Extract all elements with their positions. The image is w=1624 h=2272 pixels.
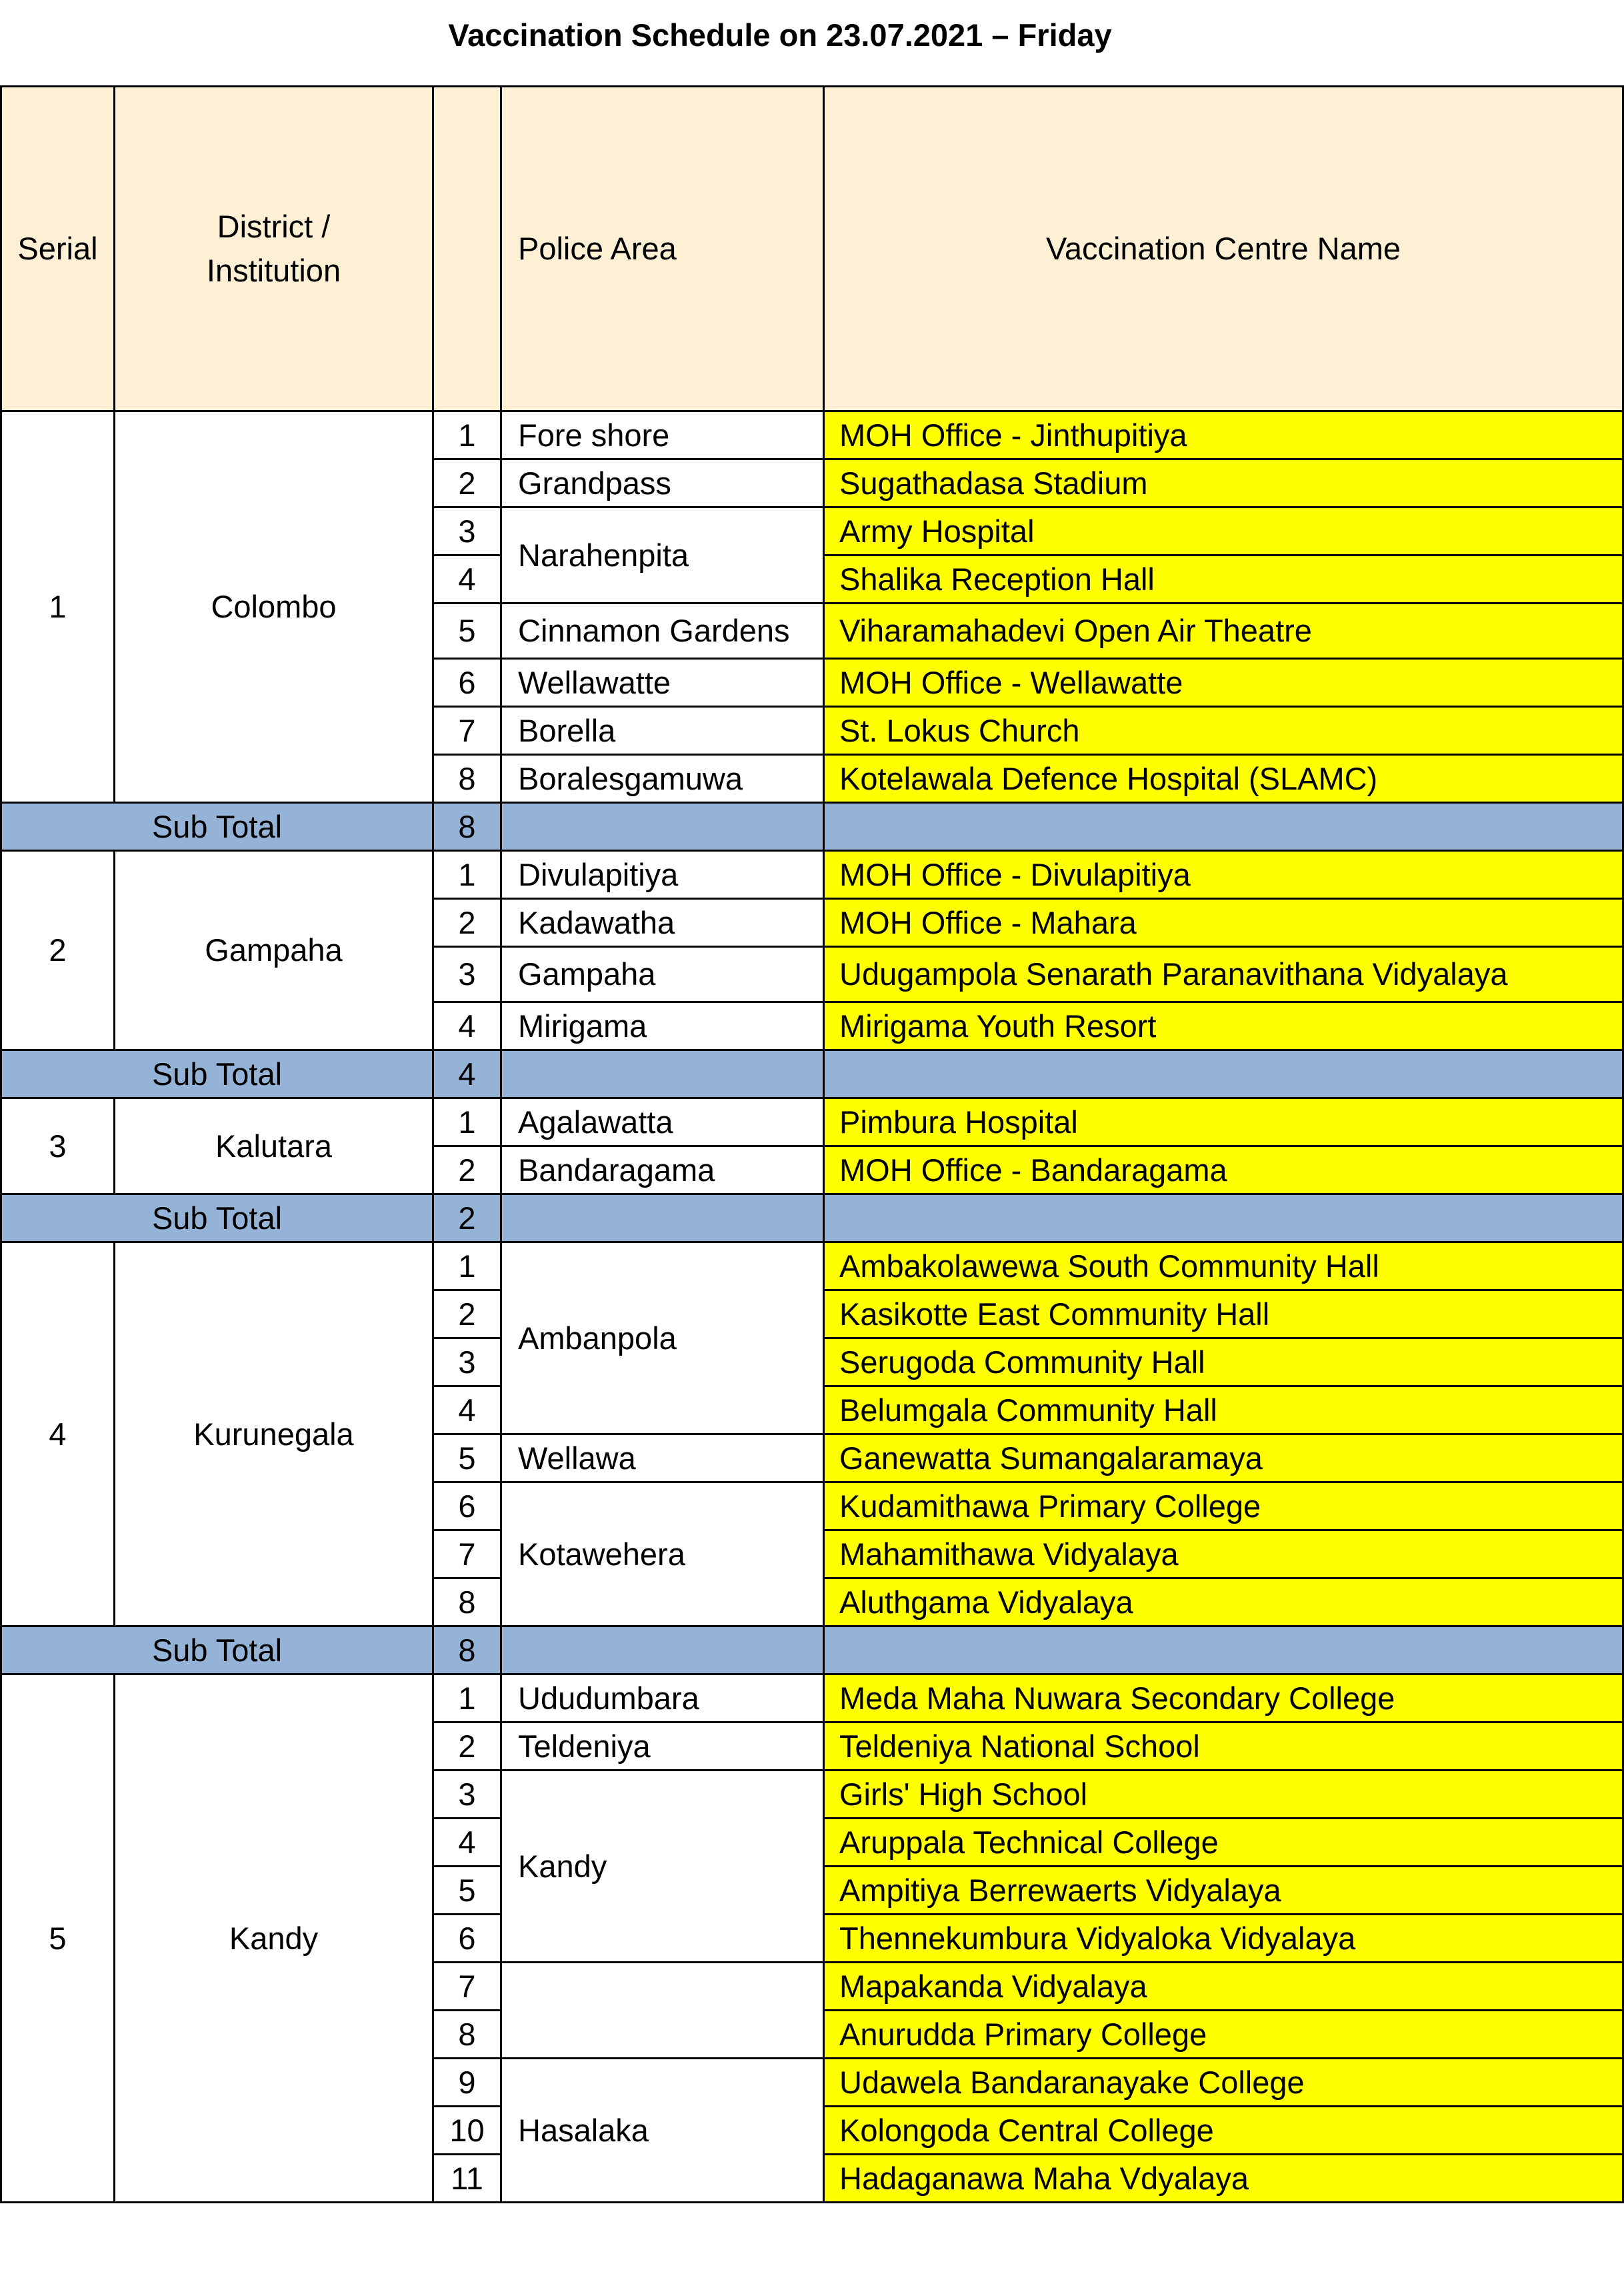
row-number: 8 [433, 2011, 501, 2059]
centre-cell: MOH Office - Bandaragama [824, 1146, 1623, 1194]
centre-cell: Pimbura Hospital [824, 1098, 1623, 1146]
centre-cell: Anurudda Primary College [824, 2011, 1623, 2059]
row-number: 4 [433, 1386, 501, 1434]
subtotal-value: 4 [433, 1050, 501, 1098]
table-row [1, 1098, 1623, 1146]
subtotal-row [1, 1050, 1623, 1098]
police-area-cell: Ududumbara [501, 1674, 824, 1723]
police-area-cell [501, 1963, 824, 2059]
row-number: 3 [433, 1338, 501, 1386]
row-number: 6 [433, 1482, 501, 1530]
row-number: 9 [433, 2059, 501, 2107]
subtotal-label: Sub Total [1, 1050, 433, 1098]
row-number: 2 [433, 459, 501, 507]
row-number: 6 [433, 1915, 501, 1963]
police-area-cell: Narahenpita [501, 507, 824, 604]
row-number: 10 [433, 2107, 501, 2155]
page-title: Vaccination Schedule on 23.07.2021 – Friday [448, 17, 1112, 53]
centre-cell: Teldeniya National School [824, 1723, 1623, 1771]
row-number: 3 [433, 507, 501, 555]
police-area-cell: Mirigama [501, 1002, 824, 1050]
row-number: 6 [433, 659, 501, 707]
district-cell: Kandy [115, 1674, 433, 2203]
table-row [1, 1674, 1623, 1723]
centre-cell: Thennekumbura Vidyaloka Vidyalaya [824, 1915, 1623, 1963]
centre-cell: Mirigama Youth Resort [824, 1002, 1623, 1050]
subtotal-blank [501, 1050, 824, 1098]
header-row [1, 87, 1623, 411]
subtotal-value: 8 [433, 1626, 501, 1674]
row-number: 1 [433, 411, 501, 459]
header-serial: Serial [1, 87, 115, 411]
police-area-cell: Teldeniya [501, 1723, 824, 1771]
police-area-cell: Borella [501, 707, 824, 755]
header-number [433, 87, 501, 411]
row-number: 1 [433, 1098, 501, 1146]
centre-cell: Kudamithawa Primary College [824, 1482, 1623, 1530]
subtotal-value: 2 [433, 1194, 501, 1242]
row-number: 2 [433, 899, 501, 947]
row-number: 7 [433, 707, 501, 755]
centre-cell: Shalika Reception Hall [824, 555, 1623, 604]
row-number: 1 [433, 1674, 501, 1723]
police-area-cell: Kandy [501, 1771, 824, 1963]
district-cell: Colombo [115, 411, 433, 803]
centre-cell: Kasikotte East Community Hall [824, 1290, 1623, 1338]
header-centre-name: Vaccination Centre Name [824, 87, 1623, 411]
subtotal-label: Sub Total [1, 1626, 433, 1674]
header-police-area: Police Area [501, 87, 824, 411]
row-number: 2 [433, 1723, 501, 1771]
subtotal-blank [501, 803, 824, 851]
row-number: 2 [433, 1290, 501, 1338]
centre-cell: Mapakanda Vidyalaya [824, 1963, 1623, 2011]
district-cell: Kurunegala [115, 1242, 433, 1626]
police-area-cell: Boralesgamuwa [501, 755, 824, 803]
centre-cell: Serugoda Community Hall [824, 1338, 1623, 1386]
police-area-cell: Kotawehera [501, 1482, 824, 1626]
serial-cell: 2 [1, 851, 115, 1050]
centre-cell: Ampitiya Berrewaerts Vidyalaya [824, 1867, 1623, 1915]
police-area-cell: Bandaragama [501, 1146, 824, 1194]
district-cell: Gampaha [115, 851, 433, 1050]
row-number: 7 [433, 1963, 501, 2011]
table-row [1, 1242, 1623, 1290]
row-number: 4 [433, 555, 501, 604]
centre-cell: MOH Office - Wellawatte [824, 659, 1623, 707]
subtotal-blank [824, 1626, 1623, 1674]
police-area-cell: Agalawatta [501, 1098, 824, 1146]
centre-cell: MOH Office - Mahara [824, 899, 1623, 947]
row-number: 8 [433, 1578, 501, 1626]
row-number: 4 [433, 1002, 501, 1050]
police-area-cell: Wellawa [501, 1434, 824, 1482]
row-number: 8 [433, 755, 501, 803]
police-area-cell: Fore shore [501, 411, 824, 459]
subtotal-row [1, 1626, 1623, 1674]
serial-cell: 4 [1, 1242, 115, 1626]
centre-cell: Sugathadasa Stadium [824, 459, 1623, 507]
police-area-cell: Divulapitiya [501, 851, 824, 899]
centre-cell: Hadaganawa Maha Vdyalaya [824, 2155, 1623, 2203]
police-area-cell: Grandpass [501, 459, 824, 507]
centre-cell: Girls' High School [824, 1771, 1623, 1819]
subtotal-label: Sub Total [1, 803, 433, 851]
subtotal-blank [824, 1194, 1623, 1242]
centre-cell: St. Lokus Church [824, 707, 1623, 755]
centre-cell: Udugampola Senarath Paranavithana Vidyalaya [824, 947, 1623, 1002]
subtotal-blank [824, 1050, 1623, 1098]
row-number: 5 [433, 1434, 501, 1482]
row-number: 3 [433, 1771, 501, 1819]
centre-cell: Meda Maha Nuwara Secondary College [824, 1674, 1623, 1723]
row-number: 5 [433, 604, 501, 659]
row-number: 5 [433, 1867, 501, 1915]
subtotal-blank [501, 1626, 824, 1674]
centre-cell: Belumgala Community Hall [824, 1386, 1623, 1434]
centre-cell: Mahamithawa Vidyalaya [824, 1530, 1623, 1578]
row-number: 1 [433, 851, 501, 899]
centre-cell: Army Hospital [824, 507, 1623, 555]
header-district: District / Institution [115, 87, 433, 411]
row-number: 2 [433, 1146, 501, 1194]
table-row [1, 851, 1623, 899]
centre-cell: Aruppala Technical College [824, 1819, 1623, 1867]
serial-cell: 1 [1, 411, 115, 803]
subtotal-row [1, 803, 1623, 851]
police-area-cell: Gampaha [501, 947, 824, 1002]
row-number: 4 [433, 1819, 501, 1867]
centre-cell: MOH Office - Divulapitiya [824, 851, 1623, 899]
row-number: 7 [433, 1530, 501, 1578]
subtotal-label: Sub Total [1, 1194, 433, 1242]
centre-cell: Aluthgama Vidyalaya [824, 1578, 1623, 1626]
subtotal-row [1, 1194, 1623, 1242]
vaccination-schedule-table [0, 85, 1624, 2203]
subtotal-blank [824, 803, 1623, 851]
serial-cell: 3 [1, 1098, 115, 1194]
subtotal-value: 8 [433, 803, 501, 851]
police-area-cell: Wellawatte [501, 659, 824, 707]
centre-cell: Udawela Bandaranayake College [824, 2059, 1623, 2107]
district-cell: Kalutara [115, 1098, 433, 1194]
subtotal-blank [501, 1194, 824, 1242]
centre-cell: Ambakolawewa South Community Hall [824, 1242, 1623, 1290]
centre-cell: Kolongoda Central College [824, 2107, 1623, 2155]
police-area-cell: Cinnamon Gardens [501, 604, 824, 659]
police-area-cell: Hasalaka [501, 2059, 824, 2203]
centre-cell: Ganewatta Sumangalaramaya [824, 1434, 1623, 1482]
centre-cell: MOH Office - Jinthupitiya [824, 411, 1623, 459]
serial-cell: 5 [1, 1674, 115, 2203]
police-area-cell: Kadawatha [501, 899, 824, 947]
centre-cell: Viharamahadevi Open Air Theatre [824, 604, 1623, 659]
police-area-cell: Ambanpola [501, 1242, 824, 1434]
table-row [1, 411, 1623, 459]
centre-cell: Kotelawala Defence Hospital (SLAMC) [824, 755, 1623, 803]
row-number: 11 [433, 2155, 501, 2203]
row-number: 3 [433, 947, 501, 1002]
row-number: 1 [433, 1242, 501, 1290]
